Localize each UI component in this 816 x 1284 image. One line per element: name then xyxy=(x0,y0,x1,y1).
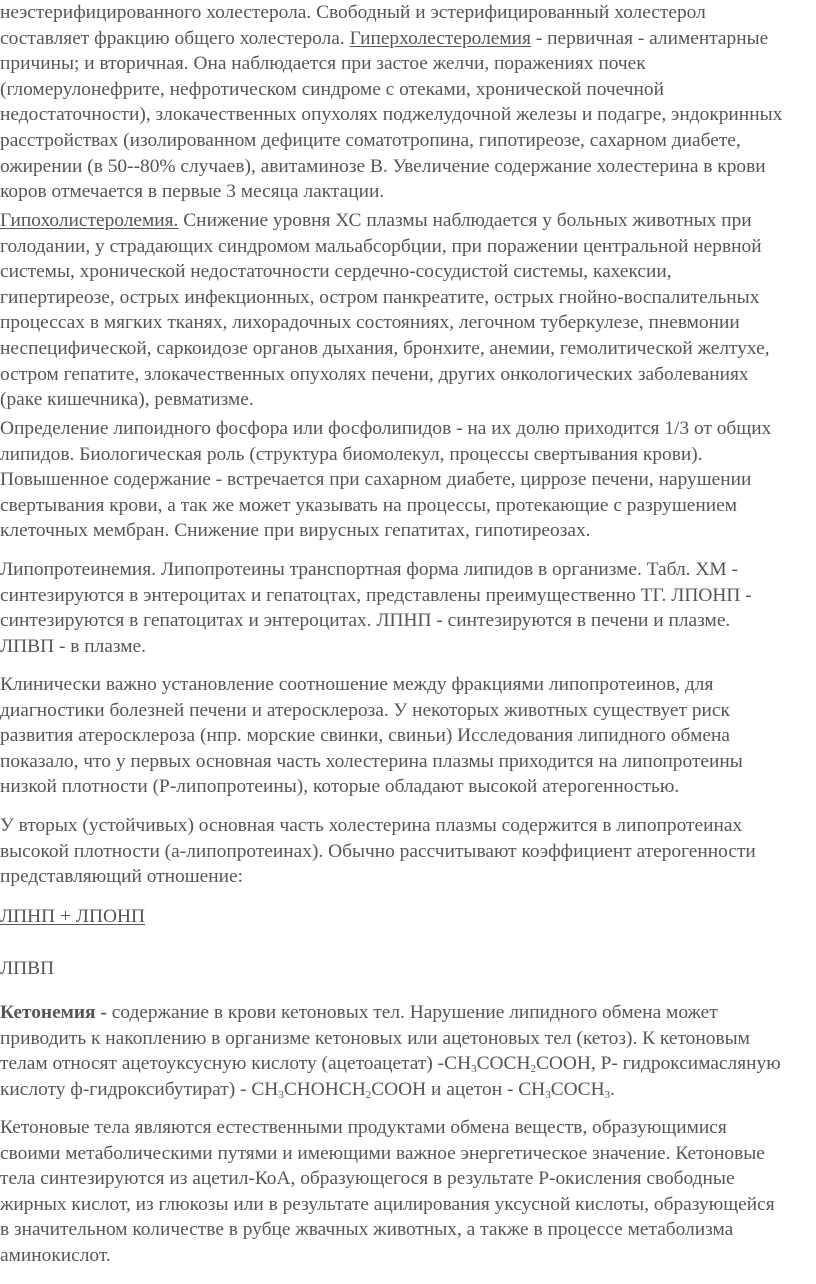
text-line: тела синтезируются из ацетил-КоА, образующегося в результате Р-окисления свободные xyxy=(0,1168,735,1190)
text-line: диагностики болезней печени и атеросклероза. У некоторых животных существует риск xyxy=(0,699,730,721)
paragraph-atherogenic-index xyxy=(0,813,816,890)
text-line: системы, хронической недостаточности сердечно-сосудистой системы, кахексии, xyxy=(0,261,672,283)
paragraph-hypocholesterolemia xyxy=(0,208,816,413)
term-ketonemia: Кетонемия - xyxy=(0,1002,107,1023)
term-hypocholesterolemia: Гипохолистеролемия. xyxy=(0,210,179,231)
text-line: в значительном количестве в рубце жвачных животных, а также в процессе метаболизма xyxy=(0,1219,734,1241)
text-line: синтезируются в энтероцитах и гепатоцтах, представлены преимущественно ТГ. ЛПОНП - xyxy=(0,584,752,606)
paragraph-lipoprotein-ratio xyxy=(0,672,816,800)
text-line: представляющий отношение: xyxy=(0,866,243,888)
text-line: клеточных мембран. Снижение при вирусных гепатитах, гипотиреозах. xyxy=(0,520,591,542)
text-line: синтезируются в гепатоцитах и энтероцитах. ЛПНП - синтезируются в печени и плазме. xyxy=(0,610,731,632)
text-line: коров отмечается в первые 3 месяца лактации. xyxy=(0,181,385,203)
text-line: липидов. Биологическая роль (структура биомолекул, процессы свертывания крови). xyxy=(0,443,703,465)
text-line: (гломерулонефрите, нефротическом синдроме с отеками, хронической почечной xyxy=(0,78,665,100)
paragraph-ketone-bodies xyxy=(0,1115,816,1269)
paragraph-lipoproteinemia xyxy=(0,557,816,659)
text-line: ожирении (в 50--80% случаев), авитаминозе В. Увеличение содержание холестерина в крови xyxy=(0,155,766,177)
paragraph-phospholipids xyxy=(0,416,816,544)
text-line: Липопротеинемия. Липопротеины транспортная форма липидов в организме. Табл. ХМ - xyxy=(0,559,738,580)
paragraph-cholesterol xyxy=(0,0,816,205)
text-line: Гипохолистеролемия. Снижение уровня ХС плазмы наблюдается у больных животных при xyxy=(0,210,752,231)
text-line: недостаточности), злокачественных опухолях поджелудочной железы и подагре, эндокринных xyxy=(0,104,783,126)
term-hypercholesterolemia: Гиперхолестеролемия xyxy=(349,27,531,49)
text-line: низкой плотности (Р-липопротеины), которые обладают высокой атерогенностью. xyxy=(0,776,680,798)
text-line: Кетонемия - содержание в крови кетоновых тел. Нарушение липидного обмена может xyxy=(0,1002,718,1023)
text-line: жирных кислот, из глюкозы или в результате ацилирования уксусной кислоты, образующейся xyxy=(0,1193,775,1215)
text-line: своими метаболическими путями и имеющими важное энергетическое значение. Кетоновые xyxy=(0,1142,765,1164)
paragraph-ketonemia xyxy=(0,1000,816,1102)
text-line: Клинически важно установление соотношение между фракциями липопротеинов, для xyxy=(0,674,714,695)
text-line: приводить к накоплению в организме кетоновых или ацетоновых тел (кетоз). К кетоновым xyxy=(0,1027,750,1049)
text-line: Определение липоидного фосфора или фосфолипидов - на их долю приходится 1/3 от общих xyxy=(0,418,772,439)
text-line: высокой плотности (а-липопротеинах). Обычно рассчитывают коэффициент атерогенности xyxy=(0,840,756,862)
text-line: У вторых (устойчивых) основная часть холестерина плазмы содержится в липопротеинах xyxy=(0,815,743,836)
text-line: кислоту ф-гидроксибутират) - $CH_3CHOHCH_2COOH$ и ацетон - $CH_3COCH_3$. xyxy=(0,1078,615,1101)
text-line: свертывания крови, а так же может указывать на процессы, протекающие с разрушением xyxy=(0,494,738,516)
text-line: причины; и вторичная. Она наблюдается при застое желчи, поражениях почек xyxy=(0,53,646,75)
text-line: остром гепатите, злокачественных опухолях печени, других онкологических заболеваниях xyxy=(0,363,749,385)
text-line: расстройствах (изолированном дефиците соматотропина, гипотиреозе, сахарном диабете, xyxy=(0,129,741,151)
formula-numerator xyxy=(0,904,816,930)
formula-numerator-text: ЛПНП + ЛПОНП xyxy=(0,906,145,927)
text-line: составляет фракцию общего холестерола. Гиперхолестеролемия - первичная - алиментарные xyxy=(0,27,769,49)
text-line: процессах в мягких тканях, лихорадочных состояниях, легочном туберкулезе, пневмонии xyxy=(0,312,740,334)
formula-denominator xyxy=(0,956,816,982)
text-line: телам относят ацетоуксусную кислоту (ацетоацетат) $-CH_3COCH_2COOH$, Р- гидроксимасляную xyxy=(0,1053,781,1076)
formula-denominator-text: ЛПВП xyxy=(0,958,55,979)
text-line: Кетоновые тела являются естественными продуктами обмена веществ, образующимися xyxy=(0,1117,727,1138)
text-line: голодании, у страдающих синдромом мальабсорбции, при поражении центральной нервной xyxy=(0,235,762,257)
text-line: ЛПВП - в плазме. xyxy=(0,635,147,657)
text-line: гипертиреозе, острых инфекционных, остром панкреатите, острых гнойно-воспалительных xyxy=(0,286,760,308)
text-line: показало, что у первых основная часть холестерина плазмы приходится на липопротеины xyxy=(0,750,743,772)
text-line: развития атеросклероза (нпр. морские свинки, свиньи) Исследования липидного обмена xyxy=(0,725,730,747)
text-line: неспецифической, саркоидозе органов дыхания, бронхите, анемии, гемолитической желтухе, xyxy=(0,337,770,359)
text-line: (раке кишечника), ревматизме. xyxy=(0,389,254,411)
text-line: неэстерифицированного холестерола. Свободный и эстерифицированный холестерол xyxy=(0,2,706,23)
text-line: Повышенное содержание - встречается при сахарном диабете, циррозе печени, нарушении xyxy=(0,469,752,491)
text-line: аминокислот. xyxy=(0,1244,111,1266)
